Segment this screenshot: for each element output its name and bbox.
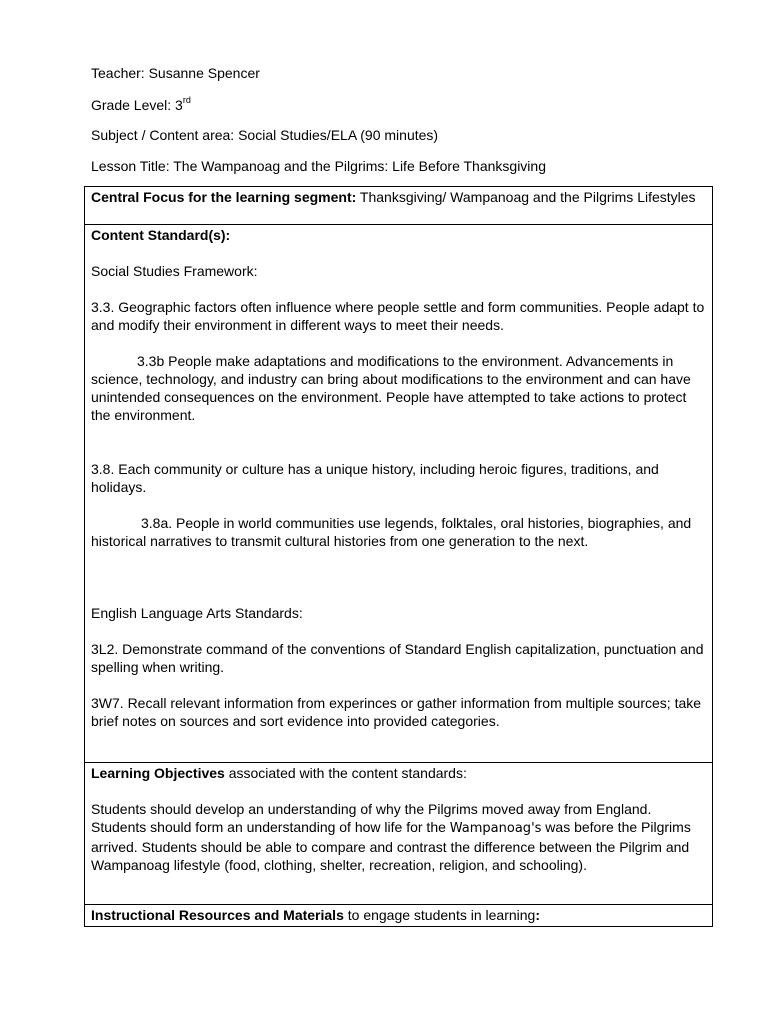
- ela-standards-heading: English Language Arts Standards:: [91, 605, 303, 621]
- central-focus-cell: [85, 187, 713, 225]
- central-focus-text: Thanksgiving/ Wampanoag and the Pilgrims Lifestyles: [356, 189, 696, 205]
- learning-objectives-label: Learning Objectives: [91, 765, 225, 781]
- learning-objectives-row: [85, 763, 713, 905]
- objectives-wampanoag-word: Wampanoag's: [449, 821, 542, 836]
- central-focus-row: [85, 187, 713, 225]
- objectives-text-part-b: was before the Pilgrims arrived. Students should be able to compare and contrast the difference between the Pilgrim and Wampanoag lifestyle (food, clothing, shelter, recreation, religion, and schooling).: [91, 819, 691, 873]
- content-standards-label: Content Standard(s):: [91, 227, 231, 243]
- objectives-text-part-a: Students should develop an understanding of why the Pilgrims moved away from England. Students should form an understanding of how life for the: [91, 801, 652, 835]
- standard-3-3: 3.3. Geographic factors often influence where people settle and form communities. People adapt to and modify their environment in different ways to meet their needs.: [91, 299, 705, 333]
- instructional-resources-row: [85, 905, 713, 927]
- grade-superscript: rd: [182, 95, 191, 106]
- learning-objectives-cell: [85, 763, 713, 905]
- content-standards-row: [85, 225, 713, 763]
- subject-line: Subject / Content area: Social Studies/ELA (90 minutes): [91, 127, 439, 143]
- content-standards-cell: [85, 225, 713, 763]
- standard-3w7: 3W7. Recall relevant information from experinces or gather information from multiple sources; take brief notes on sources and sort evidence into provided categories.: [91, 695, 702, 729]
- grade-level-line: [91, 96, 191, 114]
- lesson-title-line: Lesson Title: The Wampanoag and the Pilgrims: Life Before Thanksgiving: [91, 158, 546, 174]
- instructional-resources-label-rest: to engage students in learning: [343, 907, 536, 923]
- central-focus-label: Central Focus for the learning segment:: [91, 189, 357, 205]
- standard-3-8: 3.8. Each community or culture has a unique history, including heroic figures, traditions, and holidays.: [91, 461, 659, 495]
- learning-objectives-text: [91, 800, 706, 874]
- instructional-resources-colon: :: [535, 907, 541, 923]
- standard-3-8a: 3.8a. People in world communities use legends, folktales, oral histories, biographies, and historical narratives to transmit cultural histories from one generation to the next.: [91, 515, 692, 549]
- instructional-resources-cell: [85, 905, 713, 927]
- instructional-resources-label: Instructional Resources and Materials: [91, 907, 344, 923]
- grade-level-text: Grade Level: 3: [91, 97, 183, 113]
- learning-objectives-heading: [91, 764, 706, 782]
- lesson-plan-table: [84, 186, 713, 927]
- learning-objectives-label-rest: associated with the content standards:: [224, 765, 467, 781]
- teacher-line: Teacher: Susanne Spencer: [91, 65, 260, 81]
- social-studies-framework-heading: Social Studies Framework:: [91, 263, 258, 279]
- standard-3-3b: 3.3b People make adaptations and modifications to the environment. Advancements in science, technology, and industry can bring about modifications to the environment and can have unintended consequences on the environment. People have attempted to take actions to protect the environment.: [91, 353, 691, 423]
- standard-3l2: 3L2. Demonstrate command of the conventions of Standard English capitalization, punctuation and spelling when writing.: [91, 641, 704, 675]
